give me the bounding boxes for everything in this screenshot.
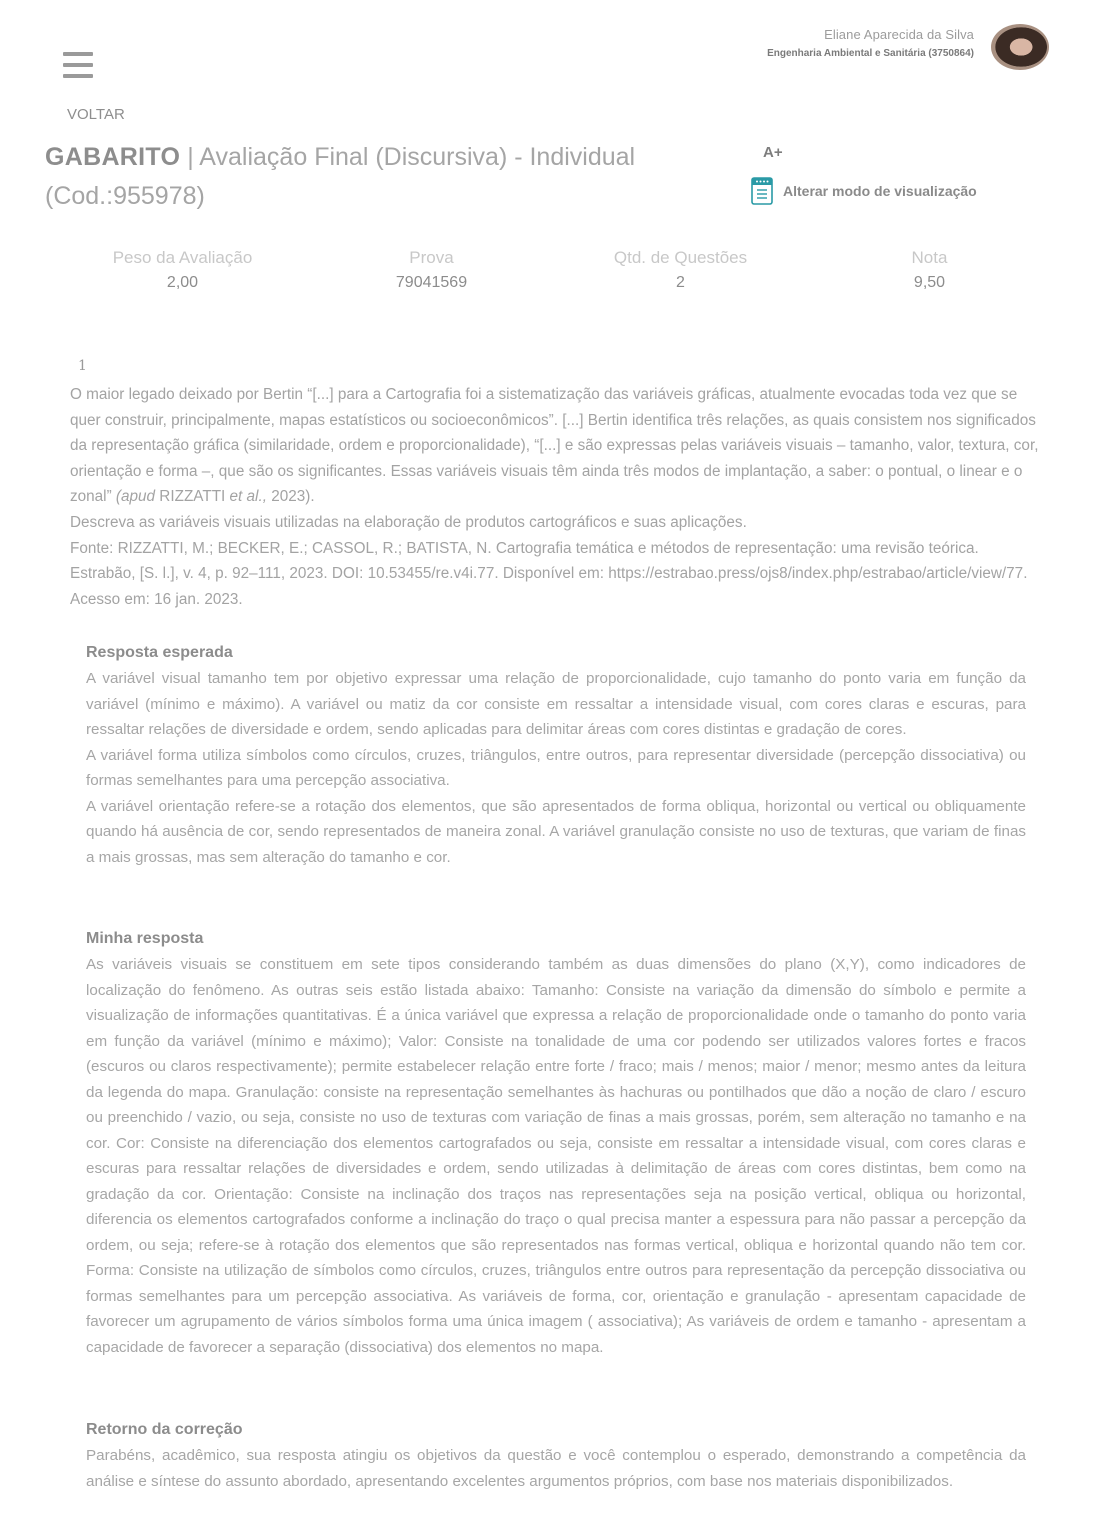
stat-value: 2 bbox=[676, 274, 685, 291]
expected-answer bbox=[86, 644, 1026, 870]
page-title bbox=[45, 138, 665, 216]
stat-weight bbox=[58, 248, 307, 292]
exam-title: | Avaliação Final (Discursiva) - Individual (Cod.:955978) bbox=[45, 143, 636, 210]
document-icon bbox=[751, 177, 773, 205]
paragraph: As variáveis visuais se constituem em sete tipos considerando também as duas dimensões do plano (X,Y), como indicadores de localização do fenômeno. As outras seis estão listada abaixo: Tamanho: Consiste na variação da dimensão do símbolo e permite a visualização de informações quantitativas. É a única variável que expressa a relação de proporcionalidade onde o tamanho do ponto varia em função da variável (mínimo e máximo); Valor: Consiste na tonalidade de uma cor podendo ser utilizados valores fortes e fracos (escuros ou claros respectivamente); permite estabelecer relação entre forte / fraco; mais / menos; maior / menor; mesmo antes da leitura da legenda do mapa. Granulação: consiste na representação semelhantes às hachuras ou pontilhados que dão a noção de claro / escuro ou preenchido / vazio, ou seja, consiste no uso de texturas com variação de finas a mais grossas, porém, sem alteração no tamanho e na cor. Cor: Consiste na diferenciação dos elementos cartografados ou seja, consiste em ressaltar a intensidade visual, com cores claras e escuras para ressaltar relações de diversidades e ordem, sendo utilizadas à delimitação de áreas com cores distintas, bem como na gradação da cor. Orientação: Consiste na inclinação dos traços nas representações seja na posição vertical, obliqua ou horizontal, diferencia os elementos cartografados conforme a inclinação do traço o qual precisa manter a espessura para não passar a percepção da ordem, ou seja; refere-se à rotação dos elementos que são representados nas formas vertical, obliqua e horizontal quando não tem cor. Forma: Consiste na utilização de símbolos como círculos, cruzes, triângulos entre outros para representação da percepção dissociativa ou formas semelhantes para um percepção associativa. As variáveis de forma, cor, orientação e granulação - apresentam capacidade de favorecer um agrupamento de vários símbolos forma uma única imagem ( associativa); As variáveis de ordem e tamanho - apresentam a capacidade de favorecer a separação (dissociativa) dos elementos no mapa. bbox=[86, 956, 1026, 1356]
year: 2023). bbox=[271, 488, 315, 506]
avatar[interactable] bbox=[991, 24, 1049, 70]
gabarito-label: GABARITO bbox=[45, 143, 181, 171]
paragraph: A variável orientação refere-se a rotação dos elementos, que são apresentados de forma obliqua, horizontal ou vertical ou obliquamente quando há ausência de cor, sendo representados de maneira zonal. A variável granulação consiste no uso de texturas, que variam de finas a mais grossas, mas sem alteração do tamanho e cor. bbox=[86, 797, 1026, 866]
paragraph: A variável visual tamanho tem por objetivo expressar uma relação de proporcionalidade, cujo tamanho do ponto varia em função da variável (mínimo e máximo). A variável ou matiz da cor consiste em ressaltar a intensidade visual, com cores claras e escuras, para ressaltar relações de diversidade e ordem, sendo aplicadas para delimitar áreas com cores distintas e gradação de cores. bbox=[86, 670, 1026, 738]
paragraph: Parabéns, acadêmico, sua resposta atingiu os objetivos da questão e você contemplou o esperado, demonstrando a competência da análise e síntese do assunto abordado, apresentando excelentes argumentos próprios, com base nos materiais disponibilizados. bbox=[86, 1447, 1026, 1490]
stat-label: Qtd. de Questões bbox=[613, 248, 748, 267]
question-source: Fonte: RIZZATTI, M.; BECKER, E.; CASSOL, R.; BATISTA, N. Cartografia temática e métodos de representação: uma revisão teórica. Estrabão, [S. l.], v. 4, p. 92–111, 2023. DOI: 10.53455/re.v4i.77. Disponível em: https://estrabao.press/ojs8/index.php/estrabao/article/view/77. Acesso em: 16 jan. 2023. bbox=[70, 539, 1028, 608]
question-text bbox=[70, 382, 1045, 612]
section-heading: Retorno da correção bbox=[86, 1421, 243, 1438]
back-link[interactable]: VOLTAR bbox=[67, 106, 125, 123]
view-mode-button[interactable] bbox=[751, 177, 977, 205]
statement-text: O maior legado deixado por Bertin “[...] para a Cartografia foi a sistematização das variáveis gráficas, atualmente evocadas toda vez que se quer construir, principalmente, mapas estatísticos ou socioeconômicos”. [...] Bertin identifica três relações, as quais consistem nos significados da representação gráfica (similaridade, ordem e proporcionalidade), “[...] e são expressas pelas variáveis visuais – tamanho, valor, textura, cor, orientação e forma –, que são os significantes. Essas variáveis visuais têm ainda três modos de implantação, a saber: o pontual, o linear e o zonal” bbox=[70, 386, 1039, 506]
stat-value: 79041569 bbox=[395, 274, 468, 291]
section-heading: Resposta esperada bbox=[86, 644, 233, 661]
question-number: 1 bbox=[78, 358, 87, 374]
apud: (apud bbox=[115, 488, 156, 506]
stat-grade bbox=[805, 248, 1054, 292]
menu-icon[interactable] bbox=[63, 52, 93, 80]
exam-stats bbox=[58, 248, 1054, 292]
paragraph: A variável forma utiliza símbolos como círculos, cruzes, triângulos, entre outros, para representar diversidade (percepção dissociativa) ou formas semelhantes para uma percepção associativa. bbox=[86, 746, 1026, 789]
correction-feedback bbox=[86, 1421, 1026, 1494]
stat-label: Prova bbox=[409, 248, 454, 267]
user-name: Eliane Aparecida da Silva bbox=[824, 27, 974, 42]
et-al: et al., bbox=[229, 488, 267, 506]
user-info bbox=[767, 27, 974, 59]
stat-value: 9,50 bbox=[913, 274, 946, 291]
my-answer bbox=[86, 930, 1026, 1360]
stat-questions bbox=[556, 248, 805, 292]
question-statement bbox=[70, 382, 1045, 510]
section-heading: Minha resposta bbox=[86, 930, 204, 947]
user-course: Engenharia Ambiental e Sanitária (3750864) bbox=[767, 48, 974, 59]
font-size-button[interactable]: A+ bbox=[763, 144, 783, 161]
view-mode-label: Alterar modo de visualização bbox=[783, 183, 977, 199]
question-prompt: Descreva as variáveis visuais utilizadas na elaboração de produtos cartográficos e suas aplicações. bbox=[70, 513, 747, 531]
stat-label: Nota bbox=[911, 248, 948, 267]
stat-value: 2,00 bbox=[166, 274, 199, 291]
stat-exam bbox=[307, 248, 556, 292]
stat-label: Peso da Avaliação bbox=[112, 248, 253, 267]
author: RIZZATTI bbox=[159, 488, 226, 506]
